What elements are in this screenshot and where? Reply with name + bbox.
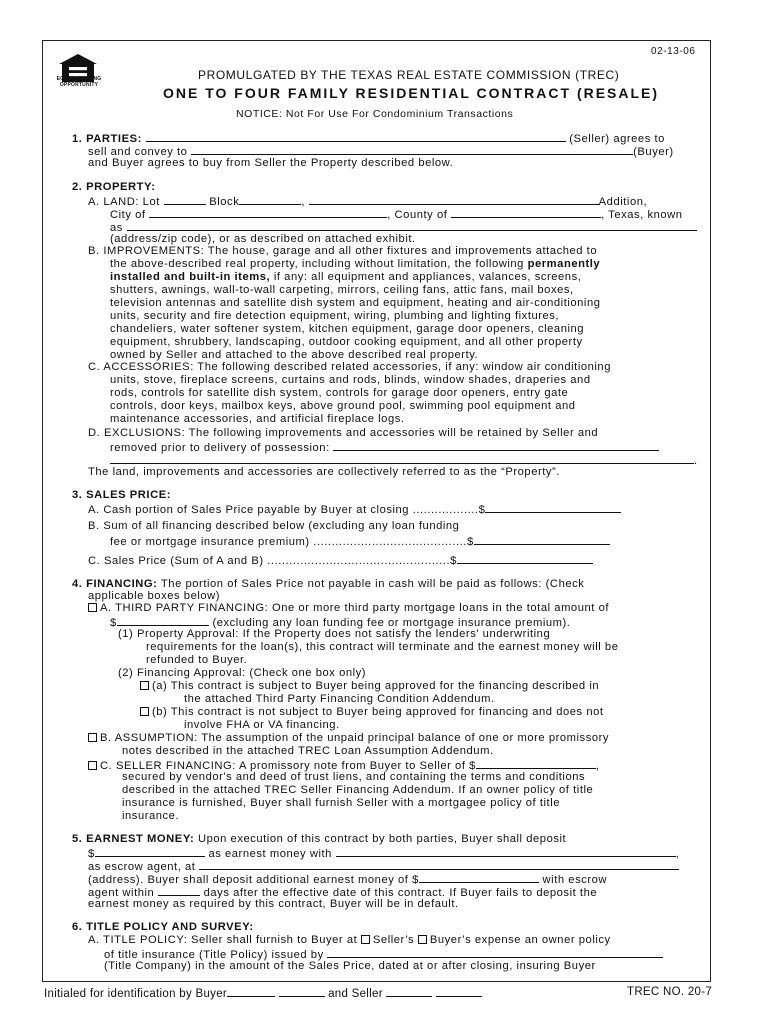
section-5-heading: 5. EARNEST MONEY: Upon execution of this contract by both parties, Buyer shall deposit (72, 833, 567, 845)
cash-portion-field[interactable] (485, 502, 621, 513)
title-policy-line-3: (Title Company) in the amount of the Sales Price, dated at or after closing, insuring Buyer (104, 960, 596, 972)
sellers-expense-checkbox[interactable] (361, 935, 370, 944)
assumption-line-1: B. ASSUMPTION: The assumption of the unpaid principal balance of one or more promissory (88, 732, 609, 745)
property-collective: The land, improvements and accessories are collectively referred to as the “Property”. (88, 466, 560, 478)
equal-housing-text: EQUAL HOUSING OPPORTUNITY (56, 76, 102, 88)
assumption-checkbox[interactable] (88, 733, 97, 742)
title-company-field[interactable] (327, 947, 663, 958)
title-policy-line-1: A. TITLE POLICY: Seller shall furnish to Buyer at Seller’s Buyer’s expense an owner policy (88, 934, 611, 946)
parties-line-3: and Buyer agrees to buy from Seller the Property described below. (88, 157, 454, 169)
property-approval-1: (1) Property Approval: If the Property does not satisfy the lenders' underwriting (118, 628, 551, 640)
assumption-line-2: notes described in the attached TREC Loan Assumption Addendum. (122, 745, 494, 757)
notice-line: NOTICE: Not For Use For Condominium Transactions (236, 108, 514, 120)
buyer-initial-2-field[interactable] (279, 986, 325, 997)
earnest-line-2: $ as earnest money with , (88, 848, 680, 860)
land-line: A. LAND: Lot Block , Addition, (88, 196, 648, 208)
escrow-agent-field[interactable] (336, 846, 676, 857)
third-party-amount-field[interactable] (117, 615, 209, 626)
third-party-line-1: A. THIRD PARTY FINANCING: One or more third party mortgage loans in the total amount of (88, 602, 609, 615)
earnest-line-4: (address). Buyer shall deposit additional earnest money of $ with escrow (88, 874, 608, 886)
accessories-line-5: maintenance accessories, and artificial fireplace logs. (110, 413, 405, 425)
improvements-line-3: installed and built-in items, if any: all equipment and appliances, valances, screens, (110, 271, 582, 283)
days-field[interactable] (158, 885, 200, 896)
footer-initials: Initialed for identification by Buyer and Seller (44, 986, 482, 1001)
property-approval-2: requirements for the loan(s), this contract will terminate and the earnest money will be (146, 641, 619, 653)
exclusions-field-1[interactable] (333, 440, 659, 451)
property-approval-3: refunded to Buyer. (146, 654, 248, 666)
address-field[interactable] (127, 220, 697, 231)
seller-financing-line-4: insurance is furnished, Buyer shall furnish Seller with a mortgagee policy of title (122, 797, 561, 809)
county-field[interactable] (451, 207, 601, 218)
improvements-line-6: units, security and fire detection equipment, wiring, plumbing and lighting fixtures, (110, 310, 560, 322)
exclusions-line-3: . (110, 453, 698, 468)
additional-earnest-field[interactable] (419, 872, 539, 883)
promulgated-line: PROMULGATED BY THE TEXAS REAL ESTATE COMMISSION (TREC) (198, 68, 620, 82)
sell-convey-line: sell and convey to (Buyer) (88, 146, 674, 158)
accessories-line-3: rods, controls for satellite dish system, controls for garage door openers, entry gate (110, 387, 569, 399)
improvements-line-2: the above-described real property, including without limitation, the following permanently (110, 258, 601, 270)
earnest-line-6: earnest money as required by this contract, Buyer will be in default. (88, 898, 459, 910)
third-party-financing-checkbox[interactable] (88, 603, 97, 612)
improvements-line-4: shutters, awnings, wall-to-wall carpeting, mirrors, ceiling fans, attic fans, mail boxes, (110, 284, 574, 296)
approval-b-checkbox[interactable] (140, 707, 149, 716)
improvements-line-9: owned by Seller and attached to the above described real property. (110, 349, 479, 361)
improvements-line-1: B. IMPROVEMENTS: The house, garage and all other fixtures and improvements attached to (88, 245, 598, 257)
title-policy-line-2: of title insurance (Title Policy) issued by (104, 947, 663, 962)
escrow-address-field[interactable] (199, 859, 679, 870)
as-line: as (110, 220, 697, 235)
earnest-amount-field[interactable] (95, 846, 205, 857)
lot-field[interactable] (164, 194, 206, 205)
earnest-line-5: agent within days after the effective date of this contract. If Buyer fails to deposit the (88, 887, 598, 899)
form-date: 02-13-06 (651, 46, 696, 57)
buyer-name-field[interactable] (191, 144, 633, 155)
financing-approval: (2) Financing Approval: (Check one box only) (118, 667, 367, 679)
accessories-line-4: controls, door keys, mailbox keys, above ground pool, swimming pool equipment and (110, 400, 576, 412)
financing-h2: applicable boxes below) (88, 590, 221, 602)
approval-a-line-2: the attached Third Party Financing Condition Addendum. (184, 693, 495, 705)
page-title: ONE TO FOUR FAMILY RESIDENTIAL CONTRACT (RESALE) (163, 85, 660, 101)
seller-financing-line-2: secured by vendor's and deed of trust liens, and containing the terms and conditions (122, 771, 586, 783)
financing-sum-field[interactable] (474, 534, 610, 545)
addition-field[interactable] (309, 194, 599, 205)
approval-a-line-1: (a) This contract is subject to Buyer being approved for the financing described in (140, 680, 599, 693)
seller-initial-1-field[interactable] (386, 986, 432, 997)
section-3-heading: 3. SALES PRICE: (72, 489, 172, 501)
approval-b-line-1: (b) This contract is not subject to Buyer being approved for financing and does not (140, 706, 604, 719)
section-4-heading: 4. FINANCING: The portion of Sales Price not payable in cash will be paid as follows: (Check (72, 578, 585, 590)
sales-price-b1: B. Sum of all financing described below (excluding any loan funding (88, 520, 460, 532)
section-2-heading: 2. PROPERTY: (72, 181, 156, 193)
seller-initial-2-field[interactable] (436, 986, 482, 997)
accessories-line-2: units, stove, fireplace screens, curtains and rods, blinds, window shades, draperies and (110, 374, 591, 386)
section-6-heading: 6. TITLE POLICY AND SURVEY: (72, 921, 254, 933)
seller-financing-amount-field[interactable] (476, 758, 596, 769)
trec-number: TREC NO. 20-7 (627, 986, 713, 998)
seller-financing-checkbox[interactable] (88, 761, 97, 770)
block-field[interactable] (239, 194, 301, 205)
sales-price-total-field[interactable] (457, 553, 593, 564)
sales-price-b2: fee or mortgage insurance premium) ..........................................$ (110, 534, 610, 549)
city-field[interactable] (149, 207, 387, 218)
sales-price-a: A. Cash portion of Sales Price payable by Buyer at closing ..................$ (88, 502, 621, 517)
section-1-parties: 1. PARTIES: (Seller) agrees to (72, 133, 665, 145)
third-party-line-2: $ (excluding any loan funding fee or mortgage insurance premium). (110, 617, 571, 629)
seller-financing-line-5: insurance. (122, 810, 180, 822)
buyer-initial-1-field[interactable] (227, 986, 275, 997)
seller-financing-line-1: C. SELLER FINANCING: A promissory note from Buyer to Seller of $ , (88, 758, 600, 773)
exclusions-field-2[interactable] (110, 453, 694, 464)
exclusions-line-1: D. EXCLUSIONS: The following improvements and accessories will be retained by Seller and (88, 427, 599, 439)
city-line: City of , County of , Texas, known (110, 209, 683, 221)
approval-a-checkbox[interactable] (140, 681, 149, 690)
improvements-line-8: equipment, shrubbery, landscaping, outdoor cooking equipment, and all other property (110, 336, 583, 348)
improvements-line-5: television antennas and satellite dish system and equipment, heating and air-conditioning (110, 297, 601, 309)
seller-name-field[interactable] (146, 131, 566, 142)
improvements-line-7: chandeliers, water softener system, kitchen equipment, garage door openers, cleaning (110, 323, 585, 335)
address-line: (address/zip code), or as described on attached exhibit. (110, 233, 416, 245)
buyers-expense-checkbox[interactable] (418, 935, 427, 944)
sales-price-c: C. Sales Price (Sum of A and B) ..................................................$ (88, 553, 593, 568)
seller-financing-line-3: described in the attached TREC Seller Financing Addendum. If an owner policy of title (122, 784, 594, 796)
accessories-line-1: C. ACCESSORIES: The following described related accessories, if any: window air conditioning (88, 361, 611, 373)
earnest-line-3: as escrow agent, at (88, 859, 679, 874)
exclusions-line-2: removed prior to delivery of possession: (110, 440, 659, 455)
approval-b-line-2: involve FHA or VA financing. (184, 719, 340, 731)
